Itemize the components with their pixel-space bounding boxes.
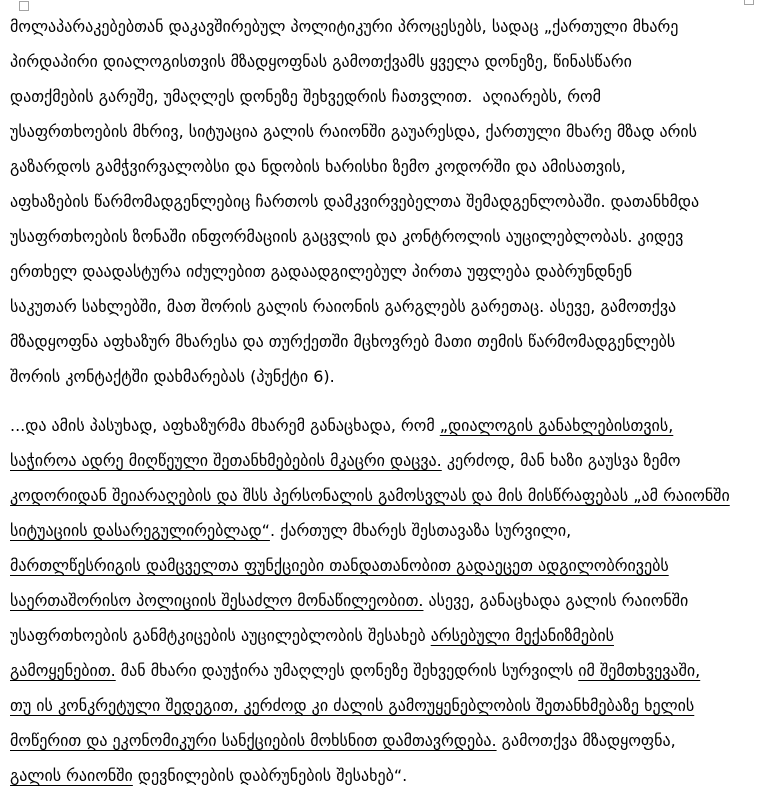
text-run: ...და ამის პასუხად, აფხაზურმა მხარემ განაცხადა, რომ (10, 416, 440, 435)
text-line (10, 478, 763, 513)
text-run: გაზარდოს გამჭვირვალობსი და ნდობის ხარისხი ზემო კოდორში და ამისათვის, (10, 157, 626, 176)
underlined-text-run: არსებული მექანიზმების (430, 626, 614, 645)
text-line (10, 548, 763, 583)
paragraph-1 (10, 9, 763, 394)
text-line (10, 653, 763, 688)
text-line (10, 688, 763, 723)
text-line (10, 443, 763, 478)
text-line (10, 513, 763, 548)
text-line (10, 184, 763, 219)
text-run: პირდაპირი დიალოგისთვის მზადყოფნას გამოთქვამს ყველა დონეზე, წინასწარი (10, 52, 632, 71)
underlined-text-run: „დიალოგის განახლებისთვის, (439, 416, 674, 435)
text-line (10, 758, 763, 793)
text-line (10, 114, 763, 149)
underlined-text-run: მართლწესრიგის დამცველთა ფუნქციები თანდათანობით გადაეცეთ ადგილობრივებს (10, 556, 669, 575)
text-line (10, 219, 763, 254)
text-run: მზადყოფნა აფხაზურ მხარესა და თურქეთში მცხოვრებ მათი თემის წარმომადგენლებს (10, 332, 676, 351)
text-line (10, 149, 763, 184)
underlined-text-run: იმ შემთხვევაში, (578, 661, 701, 680)
underlined-text-run: გამოყენებით. (10, 661, 116, 680)
text-run: უსაფრთხოების ზონაში ინფორმაციის გაცვლის და კონტროლის აუცილებლობას. კიდევ (10, 227, 684, 246)
text-run: უსაფრთხოების განმტკიცების აუცილებლობის შესახებ (10, 626, 431, 645)
text-run: კერძოდ, მან ხაზი გაუსვა ზემო (441, 451, 681, 470)
text-run: უსაფრთხოების მხრივ, სიტუაცია გალის რაიონში გაუარესდა, ქართული მხარე მზად არის (10, 122, 697, 141)
text-line (10, 79, 763, 114)
text-run: მოლაპარაკებებთან დაკავშირებულ პოლიტიკური პროცესებს, სადაც „ქართული მხარე (10, 17, 679, 36)
text-line (10, 583, 763, 618)
text-line (10, 618, 763, 653)
text-run: დევნილების დაბრუნების შესახებ“. (132, 766, 408, 785)
text-line (10, 408, 763, 443)
text-run: საკუთარ სახლებში, მათ შორის გალის რაიონის გარგლებს გარეთაც. ასევე, გამოთქვა (10, 297, 677, 316)
text-line (10, 254, 763, 289)
text-run: ასევე, განაცხადა გალის რაიონში (423, 591, 689, 610)
underlined-text-run: საერთაშორისო პოლიციის შესაძლო მონაწილეობით. (10, 591, 424, 610)
underlined-text-run: სიტუაციის დასარეგულირებლად“ (10, 521, 270, 540)
text-run: აფხაზების წარმომადგენლებიც ჩართოს დამკვირვებელთა შემადგენლობაში. დათანხმდა (10, 192, 700, 211)
underlined-text-run: საჭიროა ადრე მიღწეული შეთანხმებების მკაცრი დაცვა. (10, 451, 442, 470)
text-line (10, 44, 763, 79)
paragraph-2 (10, 408, 763, 793)
underlined-text-run: მოწერით და ეკონომიკური სანქციების მოხსნით დამთავრდება. (10, 731, 497, 750)
text-run: დათქმების გარეშე, უმაღლეს დონეზე შეხვედრის ჩათვლით. აღიარებს, რომ (10, 87, 601, 106)
underlined-text-run: თუ ის კონკრეტული შედეგით, კერძოდ კი ძალის გამოუყენებლობის შეთანხმებაზე ხელის (10, 696, 695, 715)
text-run: ერთხელ დაადასტურა იძულებით გადაადგილებულ პირთა უფლება დაბრუნდნენ (10, 262, 633, 281)
text-run: შორის კონტაქტში დახმარებას (პუნქტი 6). (10, 367, 335, 386)
text-line (10, 289, 763, 324)
underlined-text-run: გალის რაიონში (10, 766, 133, 785)
text-line (10, 359, 763, 394)
text-run: . ქართულ მხარეს შესთავაზა სურვილი, (269, 521, 572, 540)
text-run: გამოთქვა მზადყოფნა, (496, 731, 676, 750)
underlined-text-run: კოდორიდან შეიარაღების და შსს პერსონალის გამოსვლას და მის მისწრაფებას „ამ რაიონში (10, 486, 730, 505)
text-run: მან მხარი დაუჭირა უმაღლეს დონეზე შეხვედრის სურვილს (115, 661, 579, 680)
text-line (10, 9, 763, 44)
text-line (10, 723, 763, 758)
text-line (10, 324, 763, 359)
